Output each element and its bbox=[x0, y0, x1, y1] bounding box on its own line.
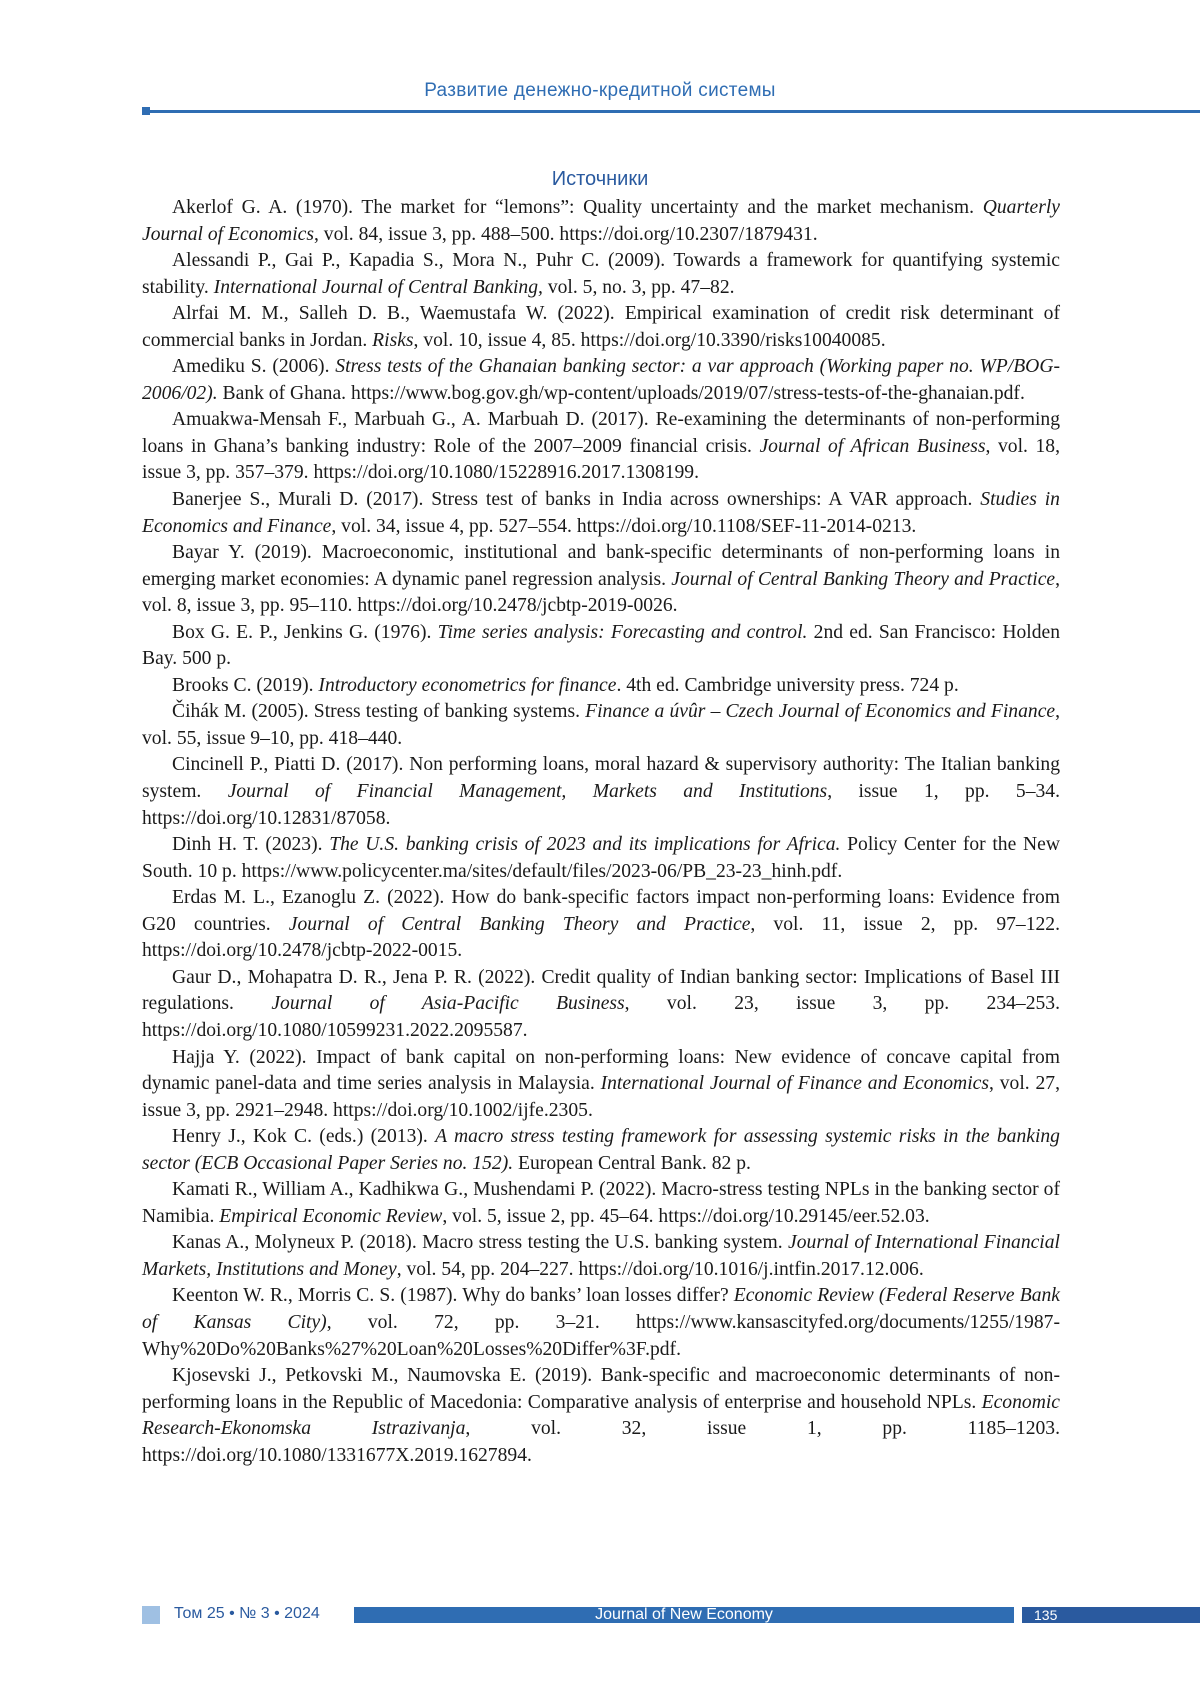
reference-entry: Henry J., Kok C. (eds.) (2013). A macro stress testing framework for assessing systemic risks in the banking sector (ECB Occasional Paper Series no. 152). European Central Bank. 82 p. bbox=[142, 1124, 1060, 1177]
footer-journal-name: Journal of New Economy bbox=[354, 1607, 1014, 1623]
reference-entry: Keenton W. R., Morris C. S. (1987). Why do banks’ loan losses differ? Economic Review (Federal Reserve Bank of Kansas City), vol. 72, pp. 3–21. https://www.kansascityfed.org/documents/1255/1987-Why%20Do%20Banks%27%20Loan%20Losses%20Differ%3F.pdf. bbox=[142, 1283, 1060, 1363]
reference-entry: Alrfai M. M., Salleh D. B., Waemustafa W. (2022). Empirical examination of credit risk determinant of commercial banks in Jordan. Risks, vol. 10, issue 4, 85. https://doi.org/10.3390/risks10040085. bbox=[142, 301, 1060, 354]
reference-entry: Box G. E. P., Jenkins G. (1976). Time series analysis: Forecasting and control. 2nd ed. San Francisco: Holden Bay. 500 p. bbox=[142, 620, 1060, 673]
reference-entry: Cincinell P., Piatti D. (2017). Non performing loans, moral hazard & supervisory authority: The Italian banking system. Journal of Financial Management, Markets and Institutions, issue 1, pp. 5–34. https://doi.org/10.12831/87058. bbox=[142, 752, 1060, 832]
section-heading: Источники bbox=[0, 168, 1200, 191]
reference-entry: Amuakwa-Mensah F., Marbuah G., A. Marbuah D. (2017). Re-examining the determinants of non-performing loans in Ghana’s banking industry: Role of the 2007–2009 financial crisis. Journal of African Business, vol. 18, issue 3, pp. 357–379. https://doi.org/10.1080/15228916.2017.1308199. bbox=[142, 407, 1060, 487]
footer-issue-info: Том 25 • № 3 • 2024 bbox=[174, 1605, 320, 1623]
reference-entry: Akerlof G. A. (1970). The market for “lemons”: Quality uncertainty and the market mechanism. Quarterly Journal of Economics, vol. 84, issue 3, pp. 488–500. https://doi.org/10.2307/1879431. bbox=[142, 195, 1060, 248]
reference-entry: Gaur D., Mohapatra D. R., Jena P. R. (2022). Credit quality of Indian banking sector: Implications of Basel III regulations. Journal of Asia-Pacific Business, vol. 23, issue 3, pp. 234–253. https://doi.org/10.1080/10599231.2022.2095587. bbox=[142, 965, 1060, 1045]
header-rule bbox=[142, 110, 1200, 113]
reference-entry: Bayar Y. (2019). Macroeconomic, institutional and bank-specific determinants of non-performing loans in emerging market economies: A dynamic panel regression analysis. Journal of Central Banking Theory and Practice, vol. 8, issue 3, pp. 95–110. https://doi.org/10.2478/jcbtp-2019-0026. bbox=[142, 540, 1060, 620]
header-rule-marker bbox=[142, 107, 150, 115]
reference-entry: Amediku S. (2006). Stress tests of the Ghanaian banking sector: a var approach (Working paper no. WP/BOG-2006/02). Bank of Ghana. https://www.bog.gov.gh/wp-content/uploads/2019/07/stress-tests-of-the-ghanaian.pdf. bbox=[142, 354, 1060, 407]
footer-marker bbox=[142, 1606, 160, 1624]
reference-entry: Kamati R., William A., Kadhikwa G., Mushendami P. (2022). Macro-stress testing NPLs in the banking sector of Namibia. Empirical Economic Review, vol. 5, issue 2, pp. 45–64. https://doi.org/10.29145/eer.52.03. bbox=[142, 1177, 1060, 1230]
reference-entry: Banerjee S., Murali D. (2017). Stress test of banks in India across ownerships: A VAR approach. Studies in Economics and Finance, vol. 34, issue 4, pp. 527–554. https://doi.org/10.1108/SEF-11-2014-0213. bbox=[142, 487, 1060, 540]
reference-entry: Čihák M. (2005). Stress testing of banking systems. Finance a úvûr – Czech Journal of Economics and Finance, vol. 55, issue 9–10, pp. 418–440. bbox=[142, 699, 1060, 752]
reference-entry: Kanas A., Molyneux P. (2018). Macro stress testing the U.S. banking system. Journal of International Financial Markets, Institutions and Money, vol. 54, pp. 204–227. https://doi.org/10.1016/j.intfin.2017.12.006. bbox=[142, 1230, 1060, 1283]
page-footer bbox=[142, 1606, 1200, 1624]
reference-entry: Alessandi P., Gai P., Kapadia S., Mora N., Puhr C. (2009). Towards a framework for quantifying systemic stability. International Journal of Central Banking, vol. 5, no. 3, pp. 47–82. bbox=[142, 248, 1060, 301]
reference-entry: Hajja Y. (2022). Impact of bank capital on non-performing loans: New evidence of concave capital from dynamic panel-data and time series analysis in Malaysia. International Journal of Finance and Economics, vol. 27, issue 3, pp. 2921–2948. https://doi.org/10.1002/ijfe.2305. bbox=[142, 1045, 1060, 1125]
references-list bbox=[142, 195, 1060, 1469]
reference-entry: Erdas M. L., Ezanoglu Z. (2022). How do bank-specific factors impact non-performing loans: Evidence from G20 countries. Journal of Central Banking Theory and Practice, vol. 11, issue 2, pp. 97–122. https://doi.org/10.2478/jcbtp-2022-0015. bbox=[142, 885, 1060, 965]
running-header-title: Развитие денежно-кредитной системы bbox=[0, 80, 1200, 102]
reference-entry: Dinh H. T. (2023). The U.S. banking crisis of 2023 and its implications for Africa. Policy Center for the New South. 10 p. https://www.policycenter.ma/sites/default/files/2023-06/PB_23-23_hinh.pdf. bbox=[142, 832, 1060, 885]
page-number: 135 bbox=[1022, 1607, 1200, 1623]
reference-entry: Kjosevski J., Petkovski M., Naumovska E. (2019). Bank-specific and macroeconomic determinants of non-performing loans in the Republic of Macedonia: Comparative analysis of enterprise and household NPLs. Economic Research-Ekonomska Istrazivanja, vol. 32, issue 1, pp. 1185–1203. https://doi.org/10.1080/1331677X.2019.1627894. bbox=[142, 1363, 1060, 1469]
reference-entry: Brooks C. (2019). Introductory econometrics for finance. 4th ed. Cambridge university press. 724 p. bbox=[142, 673, 1060, 700]
